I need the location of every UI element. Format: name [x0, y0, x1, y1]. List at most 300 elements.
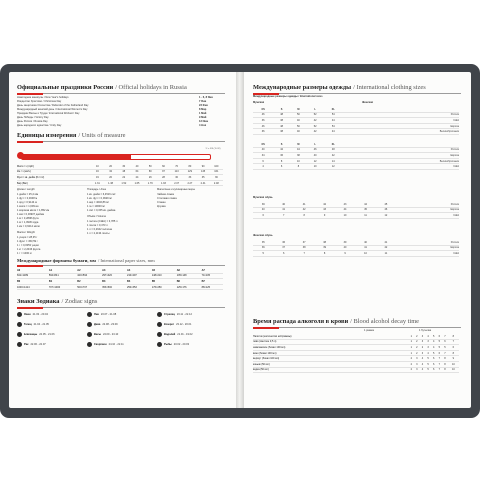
paper-size: 176×250 [152, 284, 177, 290]
zodiac-dates: 22.06 - 22.07 [30, 343, 46, 347]
zodiac-name: Лев [94, 313, 99, 317]
zodiac-icon [87, 332, 92, 337]
table-cell: 97 [157, 169, 170, 175]
speed-pressure-table [17, 164, 223, 186]
zodiac-sign [87, 312, 116, 317]
list-item: 1 см² = 0,155 кв. дюйма [87, 209, 116, 212]
zodiac-dates: 23.11 - 22.12 [176, 313, 192, 317]
paper-format: B7 [202, 279, 223, 285]
row-country: Великобритания [343, 129, 459, 135]
table-cell: 12 [376, 213, 396, 219]
table-row [17, 284, 223, 290]
size-header: L [307, 142, 324, 147]
table-cell: 2.48 [210, 180, 223, 186]
table-cell: 6 [431, 356, 437, 362]
table-cell: 60 [157, 164, 170, 169]
table-row [253, 164, 459, 170]
zodiac-icon [157, 322, 162, 327]
table-cell: 4 [431, 339, 437, 345]
table-cell: 12 [324, 164, 343, 170]
zodiac-name: Козерог [164, 323, 175, 327]
table-cell: 6 [437, 350, 443, 356]
table-cell: 10 [355, 251, 375, 257]
table-cell: 38 [273, 129, 290, 135]
table-cell: 7 [437, 361, 443, 367]
zodiac-dates: 23.12 - 20.01 [176, 323, 192, 327]
table-cell: 36 [273, 153, 290, 159]
paper-format: A5 [152, 268, 177, 273]
paper-rule [17, 265, 225, 266]
zodiac-sign [157, 332, 193, 337]
table-cell: 6 [273, 164, 290, 170]
table-cell: 41 [355, 245, 375, 251]
paper-size: 105×148 [177, 273, 202, 279]
table-cell: 42 [324, 153, 343, 159]
table-cell: 5 [431, 350, 437, 356]
table-cell: 10 [307, 164, 324, 170]
row-label: Км / ч (км/ч) [17, 169, 91, 175]
row-country: Великобритания [343, 158, 459, 164]
table-cell: 10 [91, 164, 104, 169]
list-item: 1 мм = 0,03937 дюйма [17, 213, 44, 216]
table-cell: 44 [335, 207, 355, 213]
table-cell: 41 [376, 240, 396, 245]
table-cell: 44 [290, 147, 307, 153]
planner-spine [236, 72, 244, 408]
zodiac-sign [87, 332, 118, 337]
paper-size: 250×353 [127, 284, 152, 290]
list-item: 1 галлон (США) = 3,785 л [87, 220, 118, 223]
table-cell: 4 [425, 334, 431, 339]
row-label: Миля / ч (mph) [17, 164, 91, 169]
table-cell: 145 [197, 169, 210, 175]
holidays-rule [17, 93, 225, 94]
table-cell: 42 [307, 129, 324, 135]
paper-size: 841×1189 [17, 273, 49, 279]
table-cell: 45 [376, 202, 396, 207]
size-header: XS [253, 107, 273, 112]
table-cell: 5 [442, 345, 448, 351]
table-cell: 11 [376, 251, 396, 257]
table-cell: 12 [307, 158, 324, 164]
table-row [253, 213, 459, 219]
holiday-name: Новогодние каникулы / New Year's holidays [17, 96, 69, 99]
table-cell: 48 [273, 112, 290, 118]
table-cell: 8 [448, 350, 459, 356]
table-cell: 48 [273, 123, 290, 129]
zodiac-sign [157, 342, 189, 347]
table-cell: 7 [437, 356, 443, 362]
table-cell: 36 [210, 175, 223, 181]
zodiac-dates: 21.04 - 21.05 [33, 323, 49, 327]
holiday-date: 9 Май [199, 116, 207, 119]
table-cell: 1.38 [104, 180, 117, 186]
zodiac-icon [17, 332, 22, 337]
holiday-name: Международный женский день / International Women's Day [17, 108, 88, 111]
table-cell: 50 [290, 112, 307, 118]
planner-spread [0, 64, 480, 418]
list-item: Столовая ложка [157, 197, 177, 200]
paper-size: 148×210 [152, 273, 177, 279]
thermometer-unit: °C = 5/9 (°F-32) [205, 148, 221, 150]
table-cell: 1 [408, 339, 414, 345]
men-shoes-table [253, 202, 459, 219]
paper-format: A6 [177, 268, 202, 273]
table-cell: 1 [408, 350, 414, 356]
table-cell: 42 [273, 147, 290, 153]
zodiac-sign [157, 322, 191, 327]
table-cell: 3 [425, 345, 431, 351]
table-cell: 4 [420, 361, 426, 367]
volume-title: Объём / Volume [87, 215, 107, 218]
table-cell: 48 [324, 147, 343, 153]
table-cell: 90 [197, 164, 210, 169]
table-cell: 5 [437, 345, 443, 351]
culinary-title: Магнитные и кулинарные меры [157, 188, 195, 191]
list-item: 1 миля = 1,609 км [17, 205, 39, 208]
zodiac-dates: 24.10 - 22.11 [108, 343, 124, 347]
area-title: Площадь / Area [87, 188, 106, 191]
paper-size: 297×420 [102, 273, 127, 279]
paper-format: B2 [77, 279, 102, 285]
table-cell: 40 [290, 129, 307, 135]
table-cell: 8 [273, 158, 290, 164]
paper-size: 210×297 [127, 273, 152, 279]
alcohol-header-2: 1 бутылка [419, 329, 432, 332]
size-header: S [273, 142, 290, 147]
table-cell: 8 [442, 367, 448, 373]
table-cell: 6 [253, 213, 273, 219]
row-label: коньяк (50 мл) [253, 361, 408, 367]
paper-size: 1000×1414 [17, 284, 49, 290]
table-row [253, 129, 459, 135]
table-cell: 6 [431, 361, 437, 367]
length-title: Длина / Length [17, 188, 35, 191]
row-label: пиво (светлое 0,5 л) [253, 339, 408, 345]
table-cell: 3 [420, 350, 426, 356]
size-header: XL [324, 142, 343, 147]
table-cell: 5 [253, 251, 273, 257]
table-cell: 2 [420, 345, 426, 351]
table-cell: 41 [273, 207, 293, 213]
table-cell: 48 [117, 169, 130, 175]
table-cell: 42 [307, 118, 324, 124]
zodiac-icon [17, 322, 22, 327]
size-header: L [307, 107, 324, 112]
alcohol-rule [253, 327, 461, 328]
holiday-name: День народного единства / Unity Day [17, 124, 62, 127]
table-cell: 8 [442, 356, 448, 362]
table-cell: 40 [335, 245, 355, 251]
right-page [244, 72, 471, 408]
table-cell: 8 [290, 164, 307, 170]
table-cell: 14 [324, 158, 343, 164]
table-cell: 30 [117, 164, 130, 169]
zodiac-name: Стрелец [164, 313, 175, 317]
row-country: Европа [396, 207, 459, 213]
paper-format: A0 [17, 268, 49, 273]
table-cell: 19 [91, 175, 104, 181]
paper-format: A7 [202, 268, 223, 273]
list-item: Кружка [157, 205, 166, 208]
row-country: Европа [343, 123, 459, 129]
table-cell: 5 [431, 334, 437, 339]
holiday-name: Праздник Весны и Труда / International Workers' Day [17, 112, 80, 115]
table-cell: 40 [253, 207, 273, 213]
paper-format: A3 [102, 268, 127, 273]
left-page [9, 72, 236, 408]
women-shoes-table [253, 240, 459, 257]
table-cell: 22 [117, 175, 130, 181]
row-country: Европа [343, 153, 459, 159]
table-cell: 10 [335, 213, 355, 219]
table-cell: 5 [437, 339, 443, 345]
list-item: 1 км = 0,6214 мили [17, 225, 40, 228]
table-cell: 10 [290, 158, 307, 164]
table-cell: 1.65 [130, 180, 143, 186]
zodiac-name: Рак [24, 343, 29, 347]
table-cell: 38 [314, 240, 334, 245]
table-cell: 54 [324, 123, 343, 129]
women-clothing-table [253, 142, 459, 170]
size-header: XL [324, 107, 343, 112]
weight-title: Масса / Weight [17, 231, 35, 234]
list-item: Стакан [157, 201, 166, 204]
zodiac-sign [17, 322, 49, 327]
paper-format: A1 [49, 268, 77, 273]
table-cell: 6 [253, 158, 273, 164]
zodiac-name: Весы [94, 333, 101, 337]
paper-format: B4 [127, 279, 152, 285]
table-cell: 36 [253, 245, 273, 251]
table-cell: 2 [414, 350, 420, 356]
table-cell: 3 [414, 367, 420, 373]
table-cell: 5 [425, 356, 431, 362]
row-label: вино (бокал 100 мл) [253, 350, 408, 356]
list-item: 1 кг = 2,2046 фунта [17, 248, 41, 251]
table-cell: 6 [431, 367, 437, 373]
table-cell: 7 [448, 339, 459, 345]
zodiac-icon [17, 342, 22, 347]
zodiac-name: Близнецы [24, 333, 38, 337]
table-cell: 3 [420, 339, 426, 345]
row-label: Фунт / кв. дюйм (lb / in²) [17, 175, 91, 181]
table-cell: 4 [431, 345, 437, 351]
table-cell: 33 [183, 175, 196, 181]
row-label: Бар (Bar) [17, 180, 91, 186]
list-item: 1 морская миля = 1,852 км [17, 209, 50, 212]
table-cell: 2 [414, 345, 420, 351]
zodiac-rule [17, 307, 225, 308]
table-cell: 2 [414, 334, 420, 339]
paper-size: 125×176 [177, 284, 202, 290]
size-header: S [273, 107, 290, 112]
alcohol-table [253, 334, 459, 373]
table-cell: 2 [408, 361, 414, 367]
zodiac-title: Знаки Зодиака / Zodiac signs [17, 298, 98, 305]
list-item: 1 унция = 28,35 г [17, 236, 38, 239]
zodiac-dates: 21.01 - 19.02 [177, 333, 193, 337]
list-item: 1 л = 2,1134 пинты [87, 232, 110, 235]
table-cell: 3 [414, 361, 420, 367]
size-header: M [290, 107, 307, 112]
list-item: 1 кв. дюйм = 6,4516 см² [87, 193, 116, 196]
table-cell: 43 [335, 202, 355, 207]
men-clothing-table [253, 107, 459, 135]
table-cell: 44 [324, 118, 343, 124]
table-cell: 64 [130, 169, 143, 175]
holiday-date: 8 Мар [199, 108, 207, 111]
table-cell: 24 [130, 175, 143, 181]
zodiac-icon [157, 332, 162, 337]
paper-sizes-table [17, 268, 223, 290]
paper-title: Международные форматы бумаги, мм / International paper sizes, mm [17, 258, 155, 263]
table-cell: 50 [144, 164, 157, 169]
table-row [253, 251, 459, 257]
row-country: Европа [396, 245, 459, 251]
table-cell: 46 [307, 147, 324, 153]
zodiac-dates: 20.02 - 20.03 [173, 343, 190, 347]
row-label: вермут (бокал 100 мл) [253, 356, 408, 362]
thermometer-fill [22, 155, 131, 159]
table-cell: 35 [253, 240, 273, 245]
table-cell: 7 [273, 213, 293, 219]
table-cell: 43 [314, 207, 334, 213]
table-cell: 7 [437, 367, 443, 373]
paper-size: 420×594 [77, 273, 102, 279]
zodiac-icon [87, 342, 92, 347]
table-cell: 52 [307, 123, 324, 129]
zodiac-dates: 22.08 - 23.09 [102, 323, 118, 327]
table-cell: 30 [170, 175, 183, 181]
zodiac-sign [87, 342, 124, 347]
zodiac-icon [17, 312, 22, 317]
table-cell: 3 [425, 339, 431, 345]
paper-size: 353×500 [102, 284, 127, 290]
table-cell: 1.31 [91, 180, 104, 186]
table-cell: 2 [408, 367, 414, 373]
holiday-name: Рождество Христово / Christmas Day [17, 100, 62, 103]
table-cell: 129 [183, 169, 196, 175]
size-header: M [290, 142, 307, 147]
size-header: XS [253, 142, 273, 147]
table-cell: 100 [210, 164, 223, 169]
paper-format: B1 [49, 279, 77, 285]
table-cell: 4 [253, 164, 273, 170]
table-cell: 2 [414, 339, 420, 345]
table-cell: 8 [442, 361, 448, 367]
table-cell: 36 [253, 129, 273, 135]
zodiac-icon [157, 342, 162, 347]
zodiac-sign [17, 312, 48, 317]
row-label: шампанское (бокал 100 мл) [253, 345, 408, 351]
zodiac-sign [17, 342, 46, 347]
table-cell: 40 [307, 153, 324, 159]
paper-size: 500×707 [77, 284, 102, 290]
table-cell: 45 [355, 207, 375, 213]
men-label: Мужская [253, 101, 265, 104]
table-cell: 36 [253, 118, 273, 124]
table-cell: 46 [376, 207, 396, 213]
table-cell: 54 [324, 112, 343, 118]
table-cell: 6 [273, 251, 293, 257]
row-label: водка (50 мл) [253, 367, 408, 373]
zodiac-sign [17, 332, 55, 337]
table-cell: 7 [442, 334, 448, 339]
table-cell: 10 [448, 361, 459, 367]
holiday-date: 23 Фев [199, 104, 208, 107]
table-cell: 113 [170, 169, 183, 175]
table-cell: 2.07 [170, 180, 183, 186]
list-item: 1 га = 10000 м² [87, 205, 106, 208]
zodiac-icon [87, 312, 92, 317]
zodiac-dates: 21.03 - 20.04 [32, 313, 48, 317]
holiday-date: 1 - 6, 8 Янв [199, 96, 213, 99]
table-cell: 4 [420, 367, 426, 373]
table-cell: 4 [420, 356, 426, 362]
table-cell: 44 [355, 202, 375, 207]
table-cell: 1 [408, 334, 414, 339]
table-cell: 20 [104, 164, 117, 169]
table-cell: 38 [294, 245, 314, 251]
clothing-rule [253, 93, 461, 94]
row-country: Россия [343, 147, 459, 153]
table-cell: 9 [314, 213, 334, 219]
table-cell: 46 [253, 112, 273, 118]
zodiac-name: Водолей [164, 333, 176, 337]
table-cell: 5 [425, 367, 431, 373]
holiday-date: 7 Янв [199, 100, 207, 103]
zodiac-name: Рыбы [164, 343, 172, 347]
list-item: 1 ярд = 0,9144 м [17, 201, 37, 204]
table-cell: 7 [442, 350, 448, 356]
paper-format: B5 [152, 279, 177, 285]
list-item: 1 м = 3,2808 фута [17, 217, 39, 220]
table-cell: 35 [197, 175, 210, 181]
row-country: Россия [396, 202, 459, 207]
row-country: США [343, 164, 459, 170]
holiday-name: День защитника Отечества / Defender of the Fatherland Day [17, 104, 89, 107]
women-label: Женская [362, 101, 374, 104]
table-cell: 2 [408, 356, 414, 362]
table-cell: 52 [307, 112, 324, 118]
table-cell: 4 [425, 350, 431, 356]
holiday-name: День России / Russia Day [17, 120, 48, 123]
table-cell: 40 [130, 164, 143, 169]
table-cell: 8 [448, 334, 459, 339]
table-cell: 38 [273, 118, 290, 124]
table-cell: 1 [408, 345, 414, 351]
zodiac-dates: 23.07 - 21.08 [100, 313, 117, 317]
table-cell: 20 [104, 175, 117, 181]
list-item: 1 л = 0,2642 галлона [87, 228, 112, 231]
table-cell: 42 [376, 245, 396, 251]
table-cell: 44 [324, 129, 343, 135]
list-item: 1 кв. фут = 0,0929 м² [87, 197, 112, 200]
table-cell: 2.41 [197, 180, 210, 186]
table-cell: 70 [170, 164, 183, 169]
paper-size: 74×105 [202, 273, 223, 279]
zodiac-icon [157, 312, 162, 317]
table-cell: 38 [290, 153, 307, 159]
table-cell: 39 [335, 240, 355, 245]
table-row [253, 367, 459, 373]
zodiac-sign [157, 312, 192, 317]
paper-format: B3 [102, 279, 127, 285]
list-item: 1 дюйм = 25,4 мм [17, 193, 39, 196]
list-item: 1 акр = 4046,86 м² [87, 201, 109, 204]
table-cell: 32 [104, 169, 117, 175]
